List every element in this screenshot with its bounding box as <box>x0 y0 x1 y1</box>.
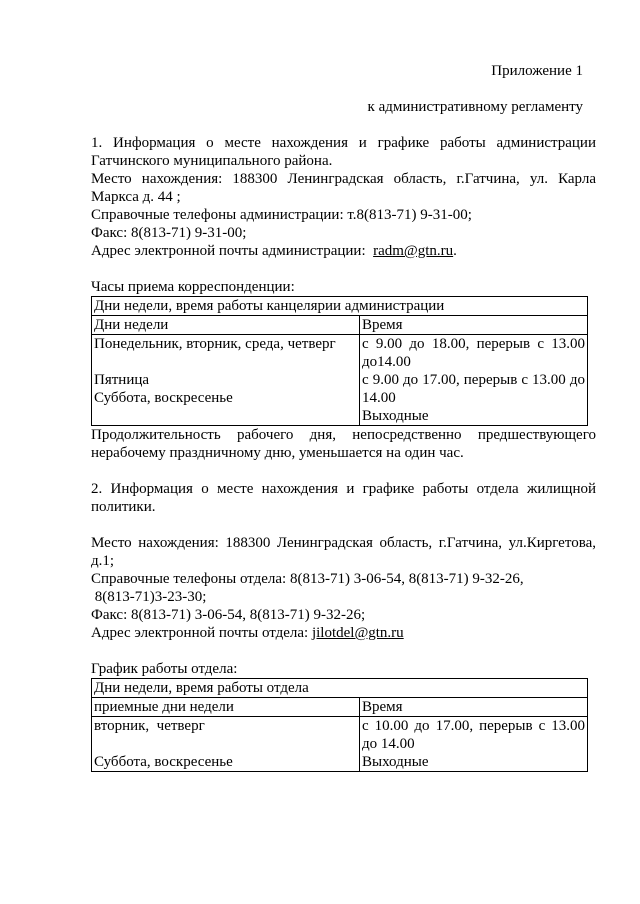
table-title-row <box>92 297 588 316</box>
section1-schedule-table <box>91 296 588 426</box>
column-header-days: Дни недели <box>92 316 360 335</box>
table-header-row <box>92 316 588 335</box>
section2-email-line <box>91 624 596 642</box>
section2-fax: Факс: 8(813-71) 3-06-54, 8(813-71) 9-32-26; <box>91 607 366 623</box>
section2-email-label: Адрес электронной почты отдела: <box>91 625 309 641</box>
section2-phones-line2: 8(813-71)3-23-30; <box>91 589 207 605</box>
table-title-row <box>92 679 588 698</box>
table-cell-time <box>360 717 588 772</box>
column-header-time: Время <box>360 698 588 717</box>
row1-day: Понедельник, вторник, среда, четверг <box>94 336 336 352</box>
table-cell-days <box>92 335 360 426</box>
section2-schedule-table <box>91 678 588 772</box>
column-header-days: приемные дни недели <box>92 698 360 717</box>
section2-phones-line1: Справочные телефоны отдела: 8(813-71) 3-06-54, 8(813-71) 9-32-26, <box>91 571 524 587</box>
section2-heading: 2. Информация о месте нахождения и графике работы отдела жилищной политики. <box>91 481 596 515</box>
row2-day: Пятница <box>94 372 150 388</box>
section2-email-link[interactable]: jilotdel@gtn.ru <box>311 625 404 641</box>
row1-time: с 10.00 до 17.00, перерыв с 13.00 до 14.00 <box>362 718 585 752</box>
row1-day: вторник, четверг <box>94 718 205 734</box>
row3-time: Выходные <box>362 408 429 424</box>
appendix-title: Приложение 1 <box>491 63 583 79</box>
table-title: Дни недели, время работы отдела <box>92 679 588 698</box>
row2-time: с 9.00 до 17.00, перерыв с 13.00 до 14.00 <box>362 372 585 406</box>
section2-location: Место нахождения: 188300 Ленинградская область, г.Гатчина, ул.Киргетова, д.1; <box>91 535 596 569</box>
row2-day: Суббота, воскресенье <box>94 754 233 770</box>
section1-phones: Справочные телефоны администрации: т.8(813-71) 9-31-00; <box>91 207 472 223</box>
table-row <box>92 717 588 772</box>
section1-email-line <box>91 242 596 260</box>
section1-email-link[interactable]: radm@gtn.ru <box>373 243 454 259</box>
table-cell-days <box>92 717 360 772</box>
section1-heading: 1. Информация о месте нахождения и графике работы администрации Гатчинского муниципального района. <box>91 135 596 169</box>
row3-day: Суббота, воскресенье <box>94 390 233 406</box>
table-header-row <box>92 698 588 717</box>
section2-table-caption: График работы отдела: <box>91 661 238 677</box>
column-header-time: Время <box>360 316 588 335</box>
section1-fax: Факс: 8(813-71) 9-31-00; <box>91 225 247 241</box>
section1-table-caption: Часы приема корреспонденции: <box>91 279 295 295</box>
table-cell-time <box>360 335 588 426</box>
document-page <box>91 62 596 772</box>
section1-location: Место нахождения: 188300 Ленинградская область, г.Гатчина, ул. Карла Маркса д. 44 ; <box>91 171 596 205</box>
row2-time: Выходные <box>362 754 429 770</box>
table-title: Дни недели, время работы канцелярии администрации <box>92 297 588 316</box>
section1-note: Продолжительность рабочего дня, непосредственно предшествующего нерабочему праздничному дню, уменьшается на один час. <box>91 427 596 461</box>
row1-time: с 9.00 до 18.00, перерыв с 13.00 до14.00 <box>362 336 585 370</box>
section1-email-label: Адрес электронной почты администрации: <box>91 243 366 259</box>
section1-email-suffix: . <box>453 243 457 259</box>
table-row <box>92 335 588 426</box>
appendix-subtitle: к административному регламенту <box>367 99 583 115</box>
